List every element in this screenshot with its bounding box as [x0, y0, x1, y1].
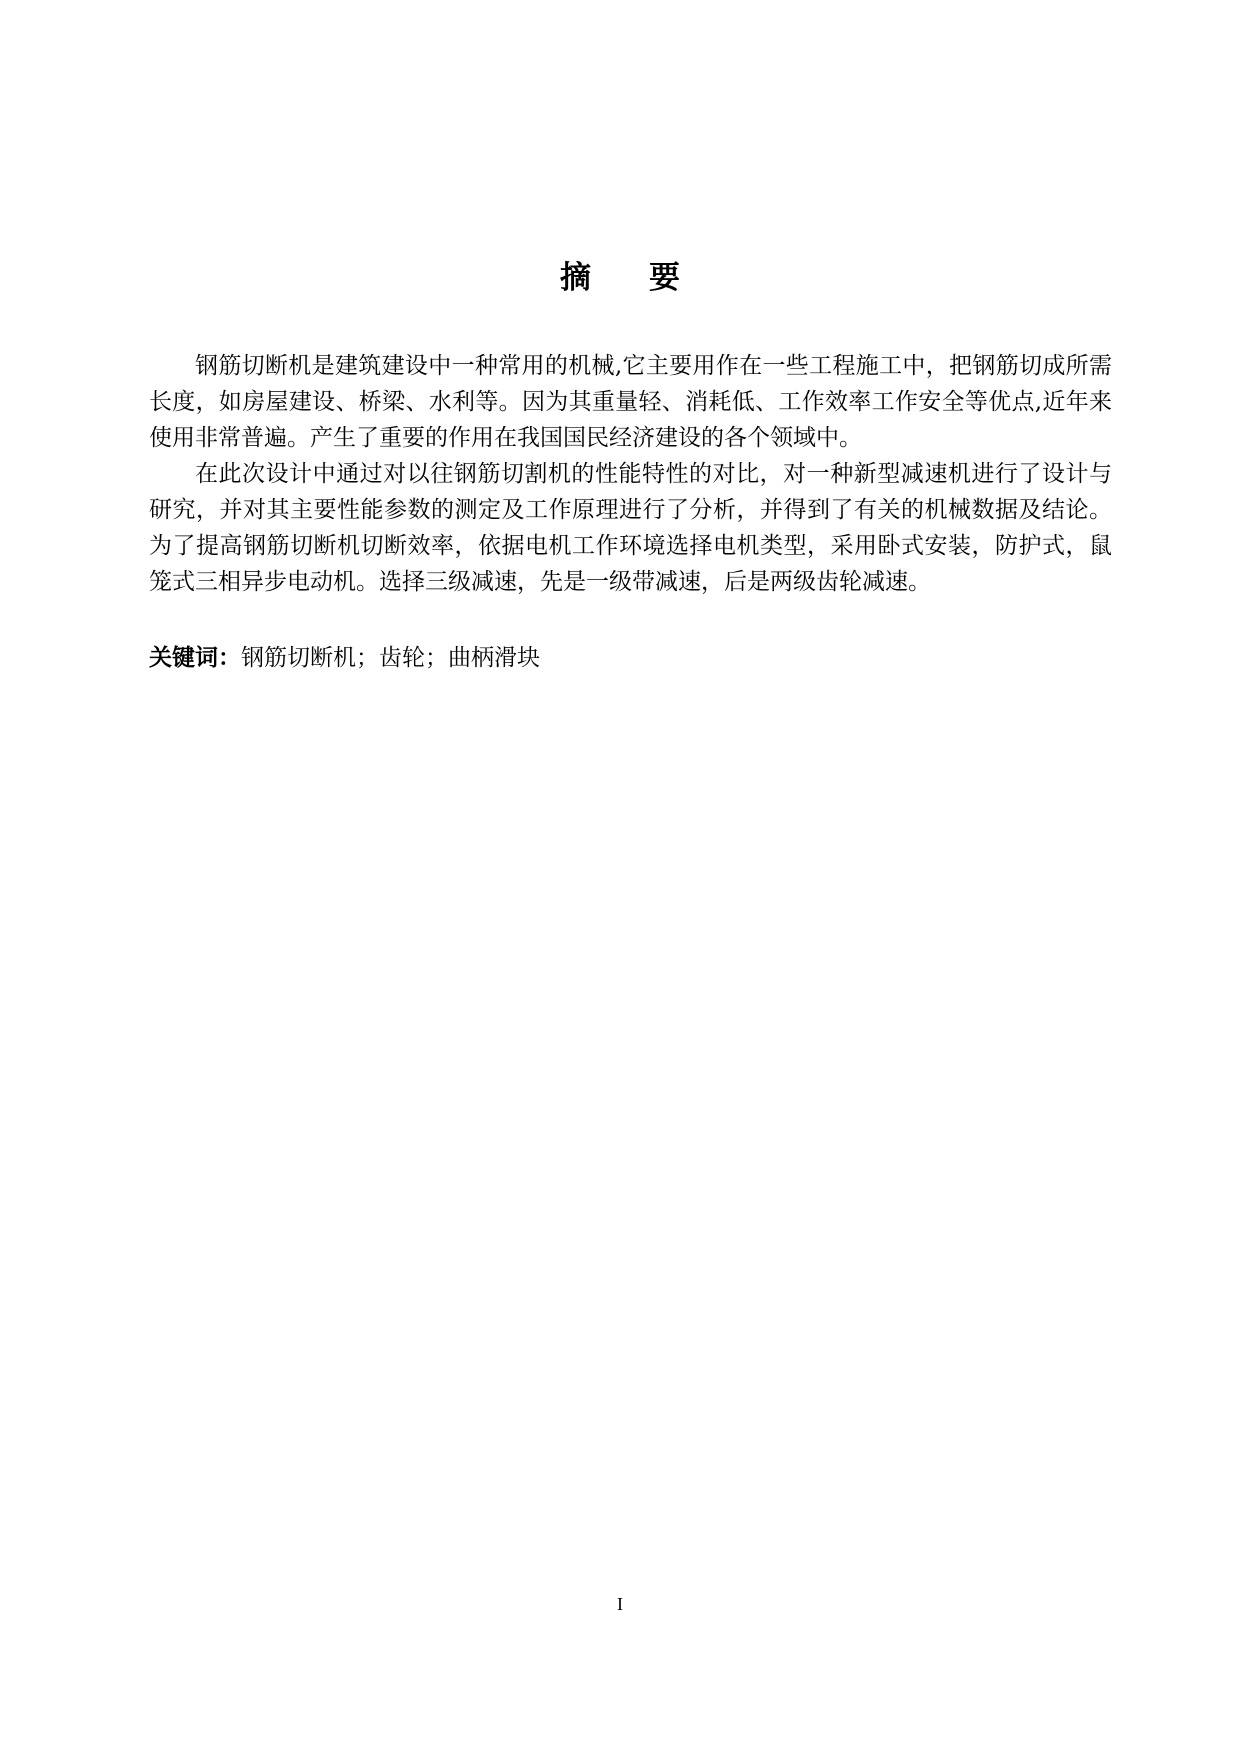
page-title: 摘要 — [560, 260, 738, 296]
keywords-label: 关键词： — [149, 645, 241, 671]
page-number: I — [617, 1594, 623, 1614]
keywords-list: 钢筋切断机；齿轮；曲柄滑块 — [241, 645, 540, 671]
keywords-line — [149, 640, 1112, 676]
abstract-body — [149, 348, 1112, 600]
abstract-paragraph-2: 在此次设计中通过对以往钢筋切割机的性能特性的对比，对一种新型减速机进行了设计与研究，并对其主要性能参数的测定及工作原理进行了分析，并得到了有关的机械数据及结论。为了提高钢筋切断机切断效率，依据电机工作环境选择电机类型，采用卧式安装，防护式，鼠笼式三相异步电动机。选择三级减速，先是一级带减速，后是两级齿轮减速。 — [149, 461, 1112, 595]
abstract-paragraph-1: 钢筋切断机是建筑建设中一种常用的机械,它主要用作在一些工程施工中，把钢筋切成所需长度，如房屋建设、桥梁、水利等。因为其重量轻、消耗低、工作效率工作安全等优点,近年来使用非常普遍。产生了重要的作用在我国国民经济建设的各个领域中。 — [149, 353, 1112, 451]
